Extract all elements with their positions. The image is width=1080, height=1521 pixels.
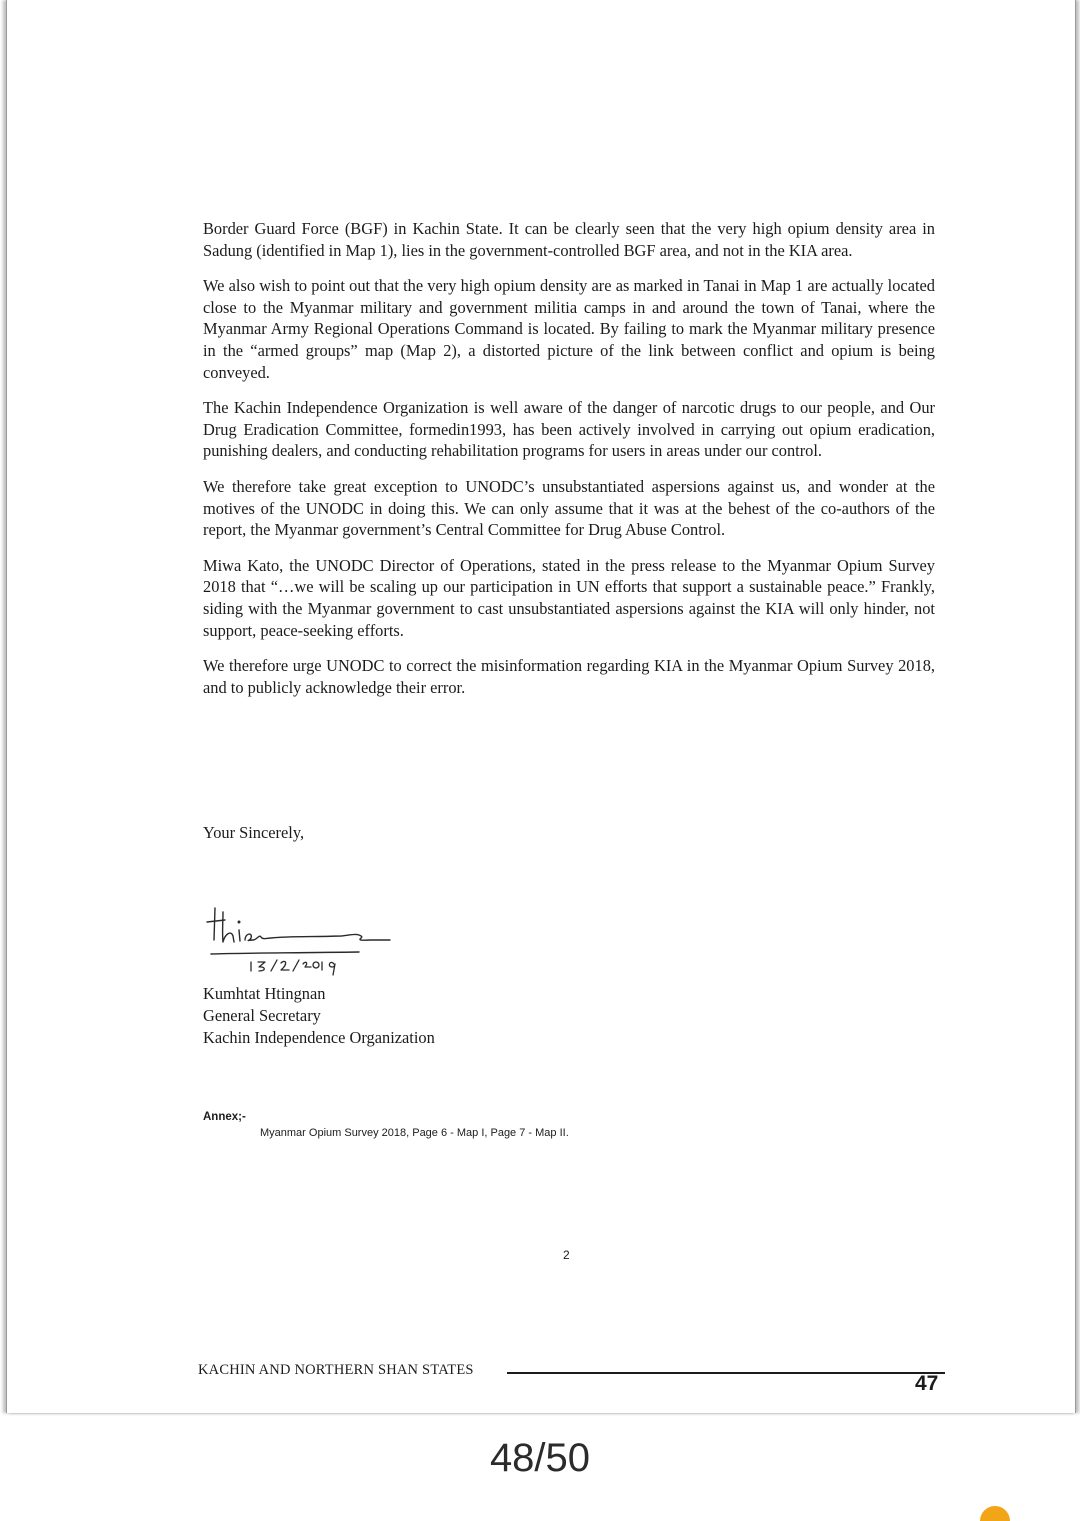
paragraph-urge: We therefore urge UNODC to correct the misinformation regarding KIA in the Myanmar Opium Survey 2018, and to publicly acknowledge their error. xyxy=(203,656,935,697)
annex-label: Annex;- xyxy=(203,1111,246,1123)
signer-organization: Kachin Independence Organization xyxy=(203,1028,435,1047)
page-indicator: 48/50 xyxy=(489,1436,591,1480)
signer-block xyxy=(203,983,435,1049)
book-page-number: 47 xyxy=(915,1372,939,1395)
handwritten-signature xyxy=(201,900,401,980)
book-footer-title: KACHIN AND NORTHERN SHAN STATES xyxy=(198,1362,474,1378)
paragraph-exception: We therefore take great exception to UNODC’s unsubstantiated aspersions against us, and wonder at the motives of the UNODC in doing this. We can only assume that it was at the behest of the co-authors of the report, the Myanmar government’s Central Committee for Drug Abuse Control. xyxy=(203,476,935,540)
paragraph-bgf: Border Guard Force (BGF) in Kachin State. It can be clearly seen that the very high opium density area in Sadung (identified in Map 1), lies in the government-controlled BGF area, and not in the KIA area. xyxy=(203,219,935,260)
closing-line: Your Sincerely, xyxy=(203,823,305,842)
signer-title: General Secretary xyxy=(203,1006,321,1025)
signer-name: Kumhtat Htingnan xyxy=(203,984,326,1003)
footer-rule xyxy=(507,1372,945,1374)
paragraph-tanai: We also wish to point out that the very high opium density are as marked in Tanai in Map 1 are actually located close to the Myanmar military and government militia camps in and around the town of Tanai, where the Myanmar Army Regional Operations Command is located. By failing to mark the Myanmar military presence in the “armed groups” map (Map 2), a distorted picture of the link between conflict and opium is being conveyed. xyxy=(203,276,935,382)
floating-action-button[interactable] xyxy=(980,1506,1010,1521)
paragraph-miwa-kato: Miwa Kato, the UNODC Director of Operations, stated in the press release to the Myanmar Opium Survey 2018 that “…we will be scaling up our participation in UN efforts that support a sustainable peace.” Frankly, siding with the Myanmar government to cast unsubstantiated aspersions against the KIA will only hinder, not support, peace-seeking efforts. xyxy=(203,555,935,640)
paragraph-kio-awareness: The Kachin Independence Organization is well aware of the danger of narcotic drugs to our people, and Our Drug Eradication Committee, formedin1993, has been actively involved in carrying out opium eradication, punishing dealers, and conducting rehabilitation programs for users in areas under our control. xyxy=(203,398,935,461)
letter-page-number: 2 xyxy=(563,1248,570,1262)
letter-body xyxy=(203,218,935,712)
annex-reference: Myanmar Opium Survey 2018, Page 6 - Map I, Page 7 - Map II. xyxy=(260,1127,569,1139)
document-page xyxy=(6,0,1076,1413)
